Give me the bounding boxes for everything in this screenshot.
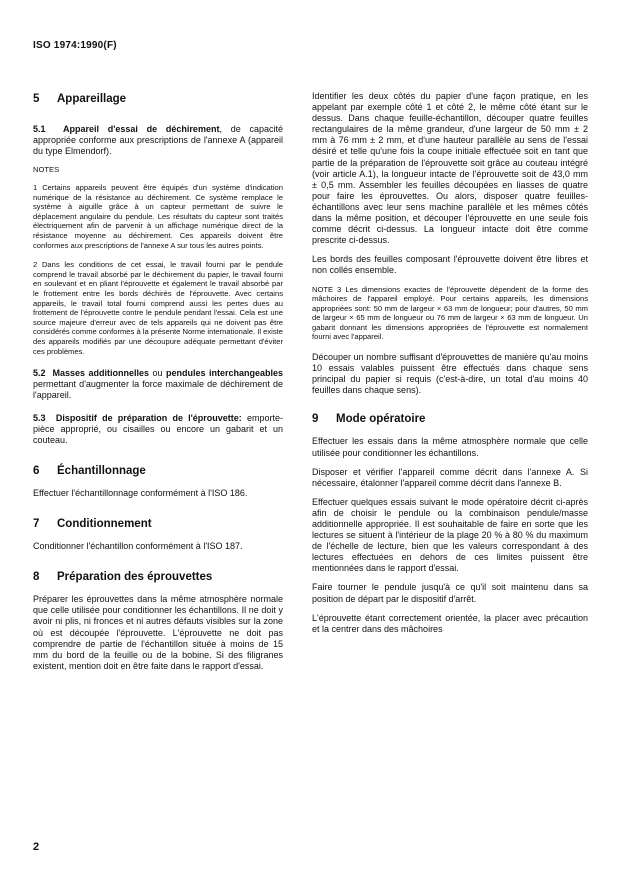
section-5-1: 5.1 Appareil d'essai de déchirement, de capacité appropriée conforme aux prescriptions de l'annexe A (appareil du type Elmendorf). — [33, 124, 283, 156]
note-3: NOTE 3 Les dimensions exactes de l'éprouvette dépendent de la forme des mâchoires de l'appareil employé. Pour certains appareils, les dimensions appropriées sont: 50 mm de largeur × 63 mm de longueur; pour d'autres, 50 mm de largeur × 65 mm de longueur ou 76 mm de largeur × 63 mm de longueur. Un gabarit donnant les dimensions appropriées de l'éprouvette est normalement fourni avec l'appareil. — [312, 284, 588, 342]
right-column — [312, 91, 588, 635]
section-6-heading: 6 Échantillonnage — [33, 465, 146, 478]
notes-label: NOTES — [33, 165, 60, 174]
left-column — [33, 92, 283, 672]
section-8-heading: 8 Préparation des éprouvettes — [33, 571, 213, 584]
section-5-3: 5.3 Dispositif de préparation de l'éprouvette: emporte-pièce approprié, ou cisailles ou encore un gabarit et un couteau. — [33, 413, 283, 446]
procedure-pendulum: Faire tourner le pendule jusqu'à ce qu'il soit maintenu dans sa position de départ par le dispositif d'arrêt. — [312, 582, 588, 604]
procedure-setup: Disposer et vérifier l'appareil comme décrit dans l'annexe A. Si nécessaire, étalonner l'appareil comme décrit dans l'annexe B. — [312, 466, 588, 488]
section-9-heading: 9 Mode opératoire — [312, 413, 426, 426]
specimen-edges-paragraph: Les bords des feuilles composant l'éprouvette doivent être libres et non collés ensemble. — [312, 254, 588, 276]
section-5-2: 5.2 Masses additionnelles ou pendules interchangeables permettant d'augmenter la force maximale de déchirement de l'appareil. — [33, 368, 283, 401]
specimen-cutting-paragraph: Identifier les deux côtés du papier d'une façon pratique, en les appelant par exemple côté 1 et côté 2, le même côté étant sur le dessus. Dans chaque feuille-échantillon, découper quatre feuilles rectangulaires de la même grandeur, d'une largeur de 50 mm ± 2 mm à 76 mm ± 2 mm, et d'une hauteur parallèle au sens de l'essai désiré et telle qu'une fois la coupe initiale effectuée soit en tant que partie de la préparation de l'éprouvette soit grâce au couteau intégré (voir article A.1), la longueur intacte de l'éprouvette soit de 43,0 mm ± 0,5 mm. Assembler les feuilles découpées en liasses de quatre pour faire les éprouvettes. Ou alors, disposer quatre feuilles-échantillons avec leur sens machine parallèle et les mêmes côtés dans la même position, et découper l'éprouvette en une seule fois comme décrit ci-dessus. La longueur intacte doit être comme prescrite ci-dessus. — [312, 91, 588, 246]
document-id: ISO 1974:1990(F) — [33, 40, 117, 51]
procedure-atmosphere: Effectuer les essais dans la même atmosphère normale que celle utilisée pour conditionner les échantillons. — [312, 436, 588, 458]
section-6-text: Effectuer l'échantillonnage conformément à l'ISO 186. — [33, 488, 248, 499]
section-5-heading: 5 Appareillage — [33, 93, 127, 105]
note-1: 1 Certains appareils peuvent être équipés d'un système d'indication numérique de la résistance au déchirement. Ce système remplace le système à aiguille grâce à un capteur permettant de suivre le déplacement angulaire du pendule. Les résultats du capteur sont traités électriquement afin de parvenir à un affichage numérique direct de la résistance moyenne au déchirement. Ces appareils doivent être conformes aux prescriptions de l'annexe A sur tous les autres points. — [33, 183, 283, 250]
section-8-text: Préparer les éprouvettes dans la même atmosphère normale que celle utilisée pour conditionner les échantillons. Il ne doit y avoir ni plis, ni fronces et ni autres défauts visibles sur la zone où est découpée l'éprouvette. L'éprouvette ne doit pas comprendre de partie de l'échantillon située à moins de 15 mm du bord de la feuille ou de la bobine. Si des filigranes existent, mention doit en être faite dans le rapport d'essai. — [33, 594, 283, 671]
procedure-trials: Effectuer quelques essais suivant le mode opératoire décrit ci-après afin de choisir le pendule ou la combinaison pendule/masse additionnelle appropriée. Il est souhaitable de faire en sorte que les lectures se situent à l'intérieur de la plage 20 % à 80 % du maximum de l'échelle de lecture, bien que les valeurs correspondant à des lectures effectuées en dehors de ces limites puissent être mentionnées dans le rapport d'essai. — [312, 496, 588, 574]
specimen-count-paragraph: Découper un nombre suffisant d'éprouvettes de manière qu'au moins 10 essais valables puissent être effectués dans chaque sens principal du papier si requis (c'est-à-dire, un total d'au moins 40 feuilles dans chaque sens). — [312, 352, 588, 396]
note-2: 2 Dans les conditions de cet essai, le travail fourni par le pendule comprend le travail absorbé par le déchirement du papier, le travail fourni en soulevant et en pliant l'éprouvette et également le travail absorbé par le frottement entre les bords déchirés de l'éprouvette. Avec certains appareils, le travail total fourni comprend aussi les pertes dues au frottement de l'éprouvette contre le pendule pendant l'essai. Cela est une source majeure d'erreur avec de tels appareils qui ne doivent pas être considérés comme conformes à la présente Norme internationale. Il existe des appareils modifiés par une découpure adéquate permettant d'éviter ces problèmes. — [33, 260, 283, 356]
procedure-placement: L'éprouvette étant correctement orientée, la placer avec précaution et la centrer dans des mâchoires — [312, 612, 588, 634]
section-7-heading: 7 Conditionnement — [33, 518, 152, 531]
page-number: 2 — [33, 841, 40, 853]
section-7-text: Conditionner l'échantillon conformément à l'ISO 187. — [33, 541, 243, 552]
